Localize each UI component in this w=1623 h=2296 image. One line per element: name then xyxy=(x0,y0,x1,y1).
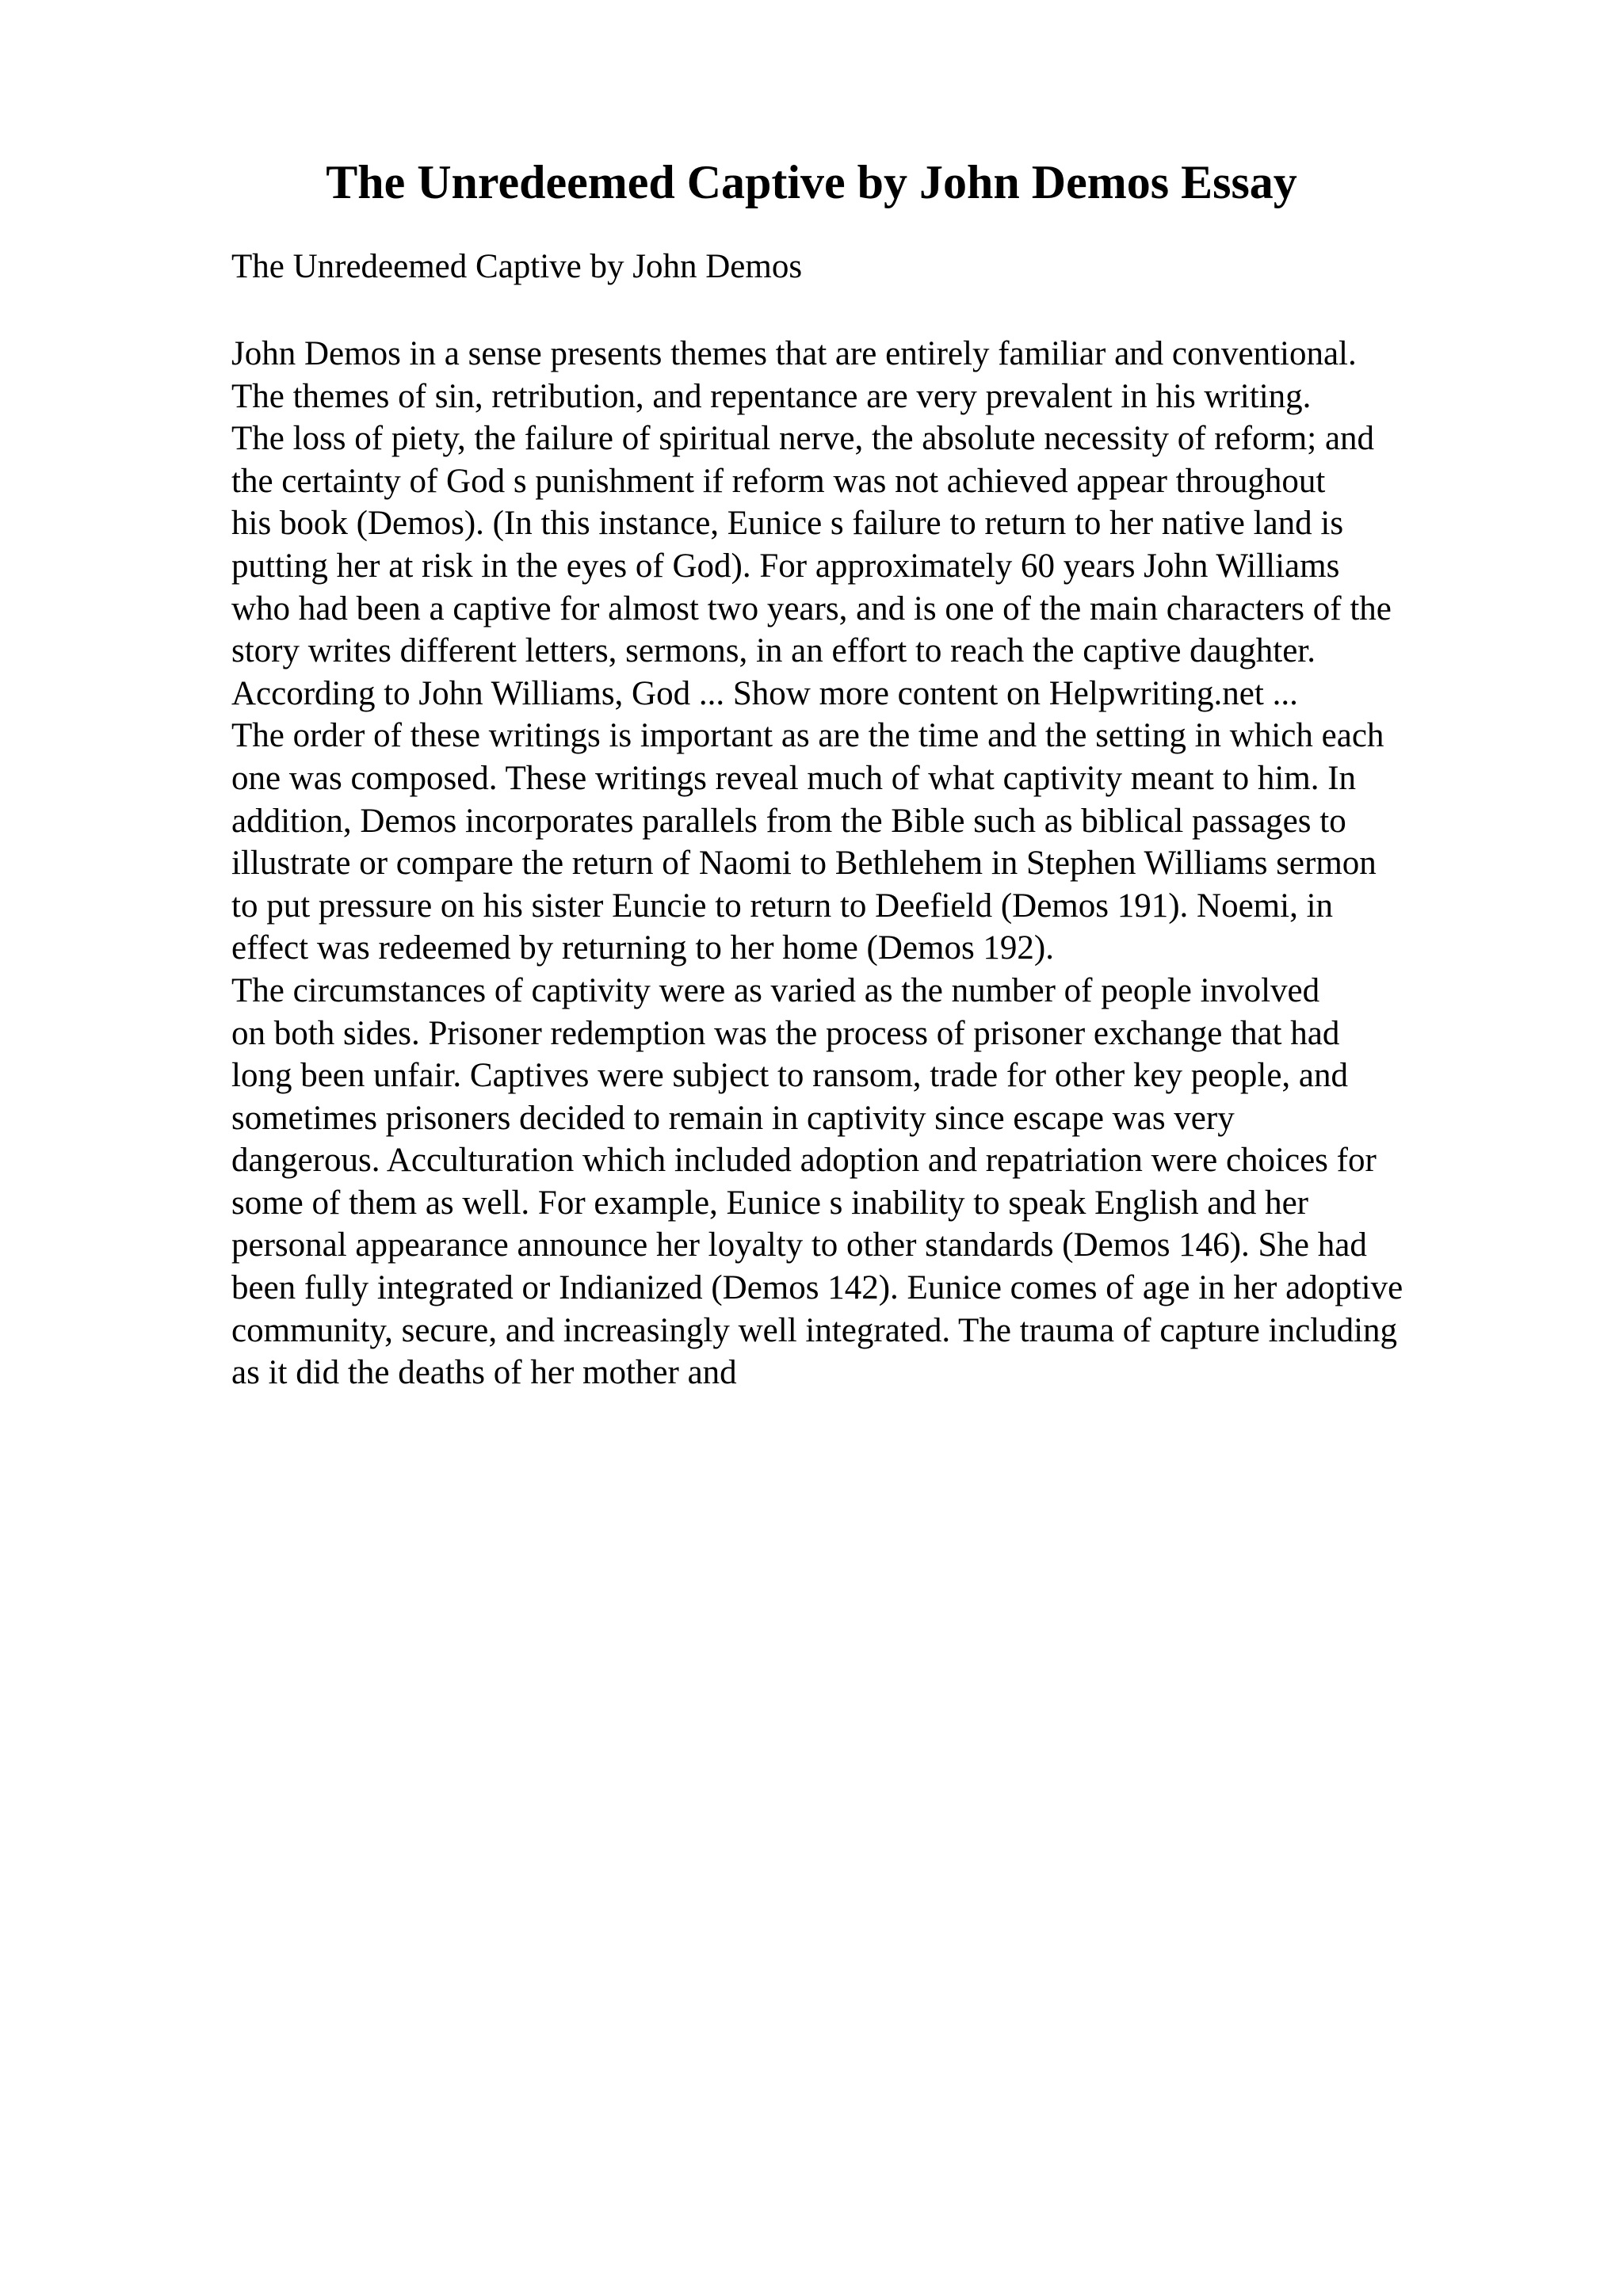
essay-line: personal appearance announce her loyalty to other standards (Demos 146). She had xyxy=(231,1226,1367,1264)
essay-line: some of them as well. For example, Eunice s inability to speak English and her xyxy=(231,1184,1308,1222)
essay-line: as it did the deaths of her mother and xyxy=(231,1354,737,1392)
essay-line: the certainty of God s punishment if reform was not achieved appear throughout xyxy=(231,462,1326,500)
essay-line: on both sides. Prisoner redemption was the process of prisoner exchange that had xyxy=(231,1014,1340,1052)
essay-line: to put pressure on his sister Euncie to return to Deefield (Demos 191). Noemi, in xyxy=(231,887,1334,925)
essay-line: dangerous. Acculturation which included adoption and repatriation were choices for xyxy=(231,1142,1377,1180)
essay-line: According to John Williams, God ... Show more content on Helpwriting.net ... xyxy=(231,674,1298,712)
essay-line: sometimes prisoners decided to remain in captivity since escape was very xyxy=(231,1099,1235,1137)
essay-line: long been unfair. Captives were subject to ransom, trade for other key people, and xyxy=(231,1057,1348,1095)
essay-line: his book (Demos). (In this instance, Eunice s failure to return to her native land is xyxy=(231,505,1344,543)
essay-line: illustrate or compare the return of Naomi to Bethlehem in Stephen Williams sermon xyxy=(231,845,1377,883)
essay-body xyxy=(231,333,1531,1394)
essay-line: addition, Demos incorporates parallels from the Bible such as biblical passages to xyxy=(231,802,1346,840)
essay-line: effect was redeemed by returning to her home (Demos 192). xyxy=(231,929,1055,967)
essay-line: who had been a captive for almost two years, and is one of the main characters of the xyxy=(231,589,1392,627)
document-subtitle: The Unredeemed Captive by John Demos xyxy=(231,248,803,285)
essay-line: John Demos in a sense presents themes that are entirely familiar and conventional. xyxy=(231,335,1357,372)
document-title: The Unredeemed Captive by John Demos Essay xyxy=(326,156,1297,208)
essay-line: one was composed. These writings reveal much of what captivity meant to him. In xyxy=(231,759,1357,797)
essay-line: The circumstances of captivity were as varied as the number of people involved xyxy=(231,971,1320,1009)
essay-line: community, secure, and increasingly well integrated. The trauma of capture including xyxy=(231,1311,1398,1349)
essay-line: The themes of sin, retribution, and repentance are very prevalent in his writing. xyxy=(231,377,1312,415)
essay-line: The order of these writings is important as are the time and the setting in which each xyxy=(231,717,1384,755)
essay-line: been fully integrated or Indianized (Demos 142). Eunice comes of age in her adoptive xyxy=(231,1269,1403,1307)
essay-line: putting her at risk in the eyes of God). For approximately 60 years John Williams xyxy=(231,547,1340,585)
essay-line: The loss of piety, the failure of spiritual nerve, the absolute necessity of reform; and xyxy=(231,420,1375,458)
essay-line: story writes different letters, sermons, in an effort to reach the captive daughter. xyxy=(231,632,1316,670)
